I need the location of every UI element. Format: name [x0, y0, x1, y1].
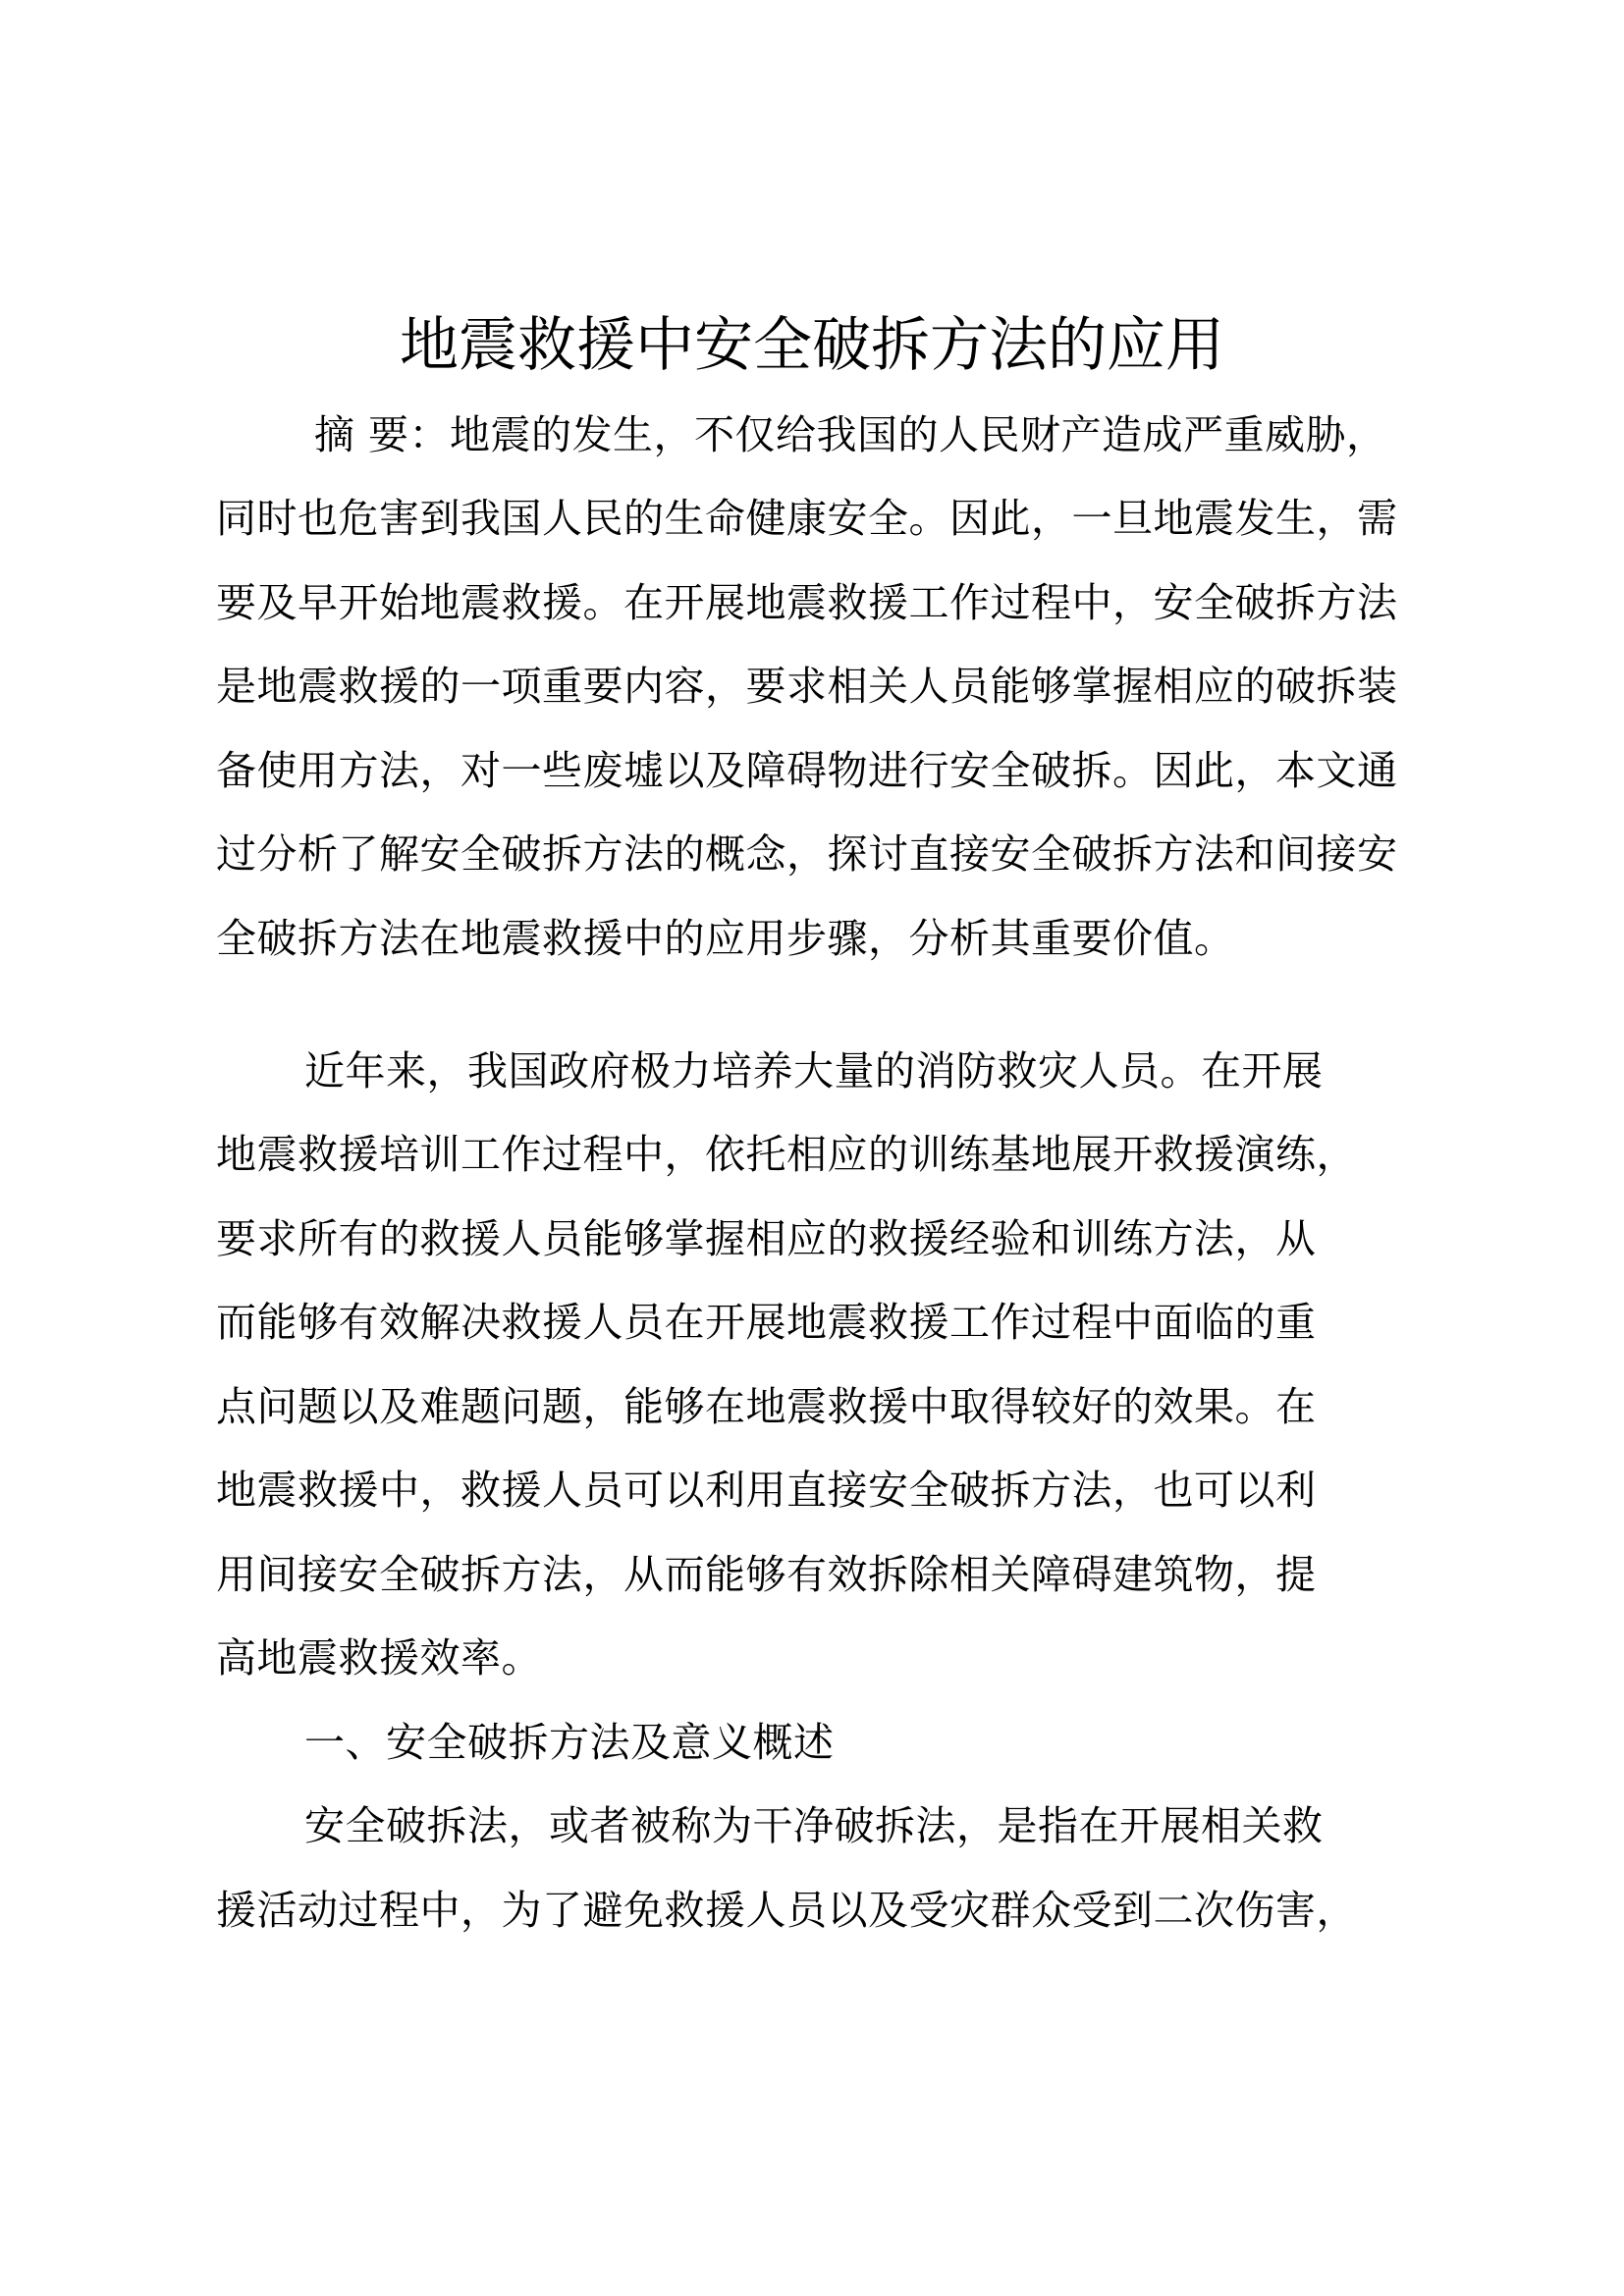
abstract-line-7: 全破拆方法在地震救援中的应用步骤，分析其重要价值。 — [216, 915, 1235, 962]
section-1-line-2: 援活动过程中，为了避免救援人员以及受灾群众受到二次伤害， — [216, 1887, 1357, 1934]
abstract-line-1: 摘 要：地震的发生，不仅给我国的人民财产造成严重威胁， — [314, 411, 1387, 458]
abstract-line-4: 是地震救援的一项重要内容，要求相关人员能够掌握相应的破拆装 — [216, 663, 1398, 710]
intro-line-5: 点问题以及难题问题，能够在地震救援中取得较好的效果。在 — [216, 1383, 1317, 1430]
abstract-line-5: 备使用方法，对一些废墟以及障碍物进行安全破拆。因此，本文通 — [216, 747, 1398, 794]
intro-line-1: 近年来，我国政府极力培养大量的消防救灾人员。在开展 — [304, 1047, 1324, 1095]
intro-line-6: 地震救援中，救援人员可以利用直接安全破拆方法，也可以利 — [216, 1467, 1317, 1514]
document-title: 地震救援中安全破拆方法的应用 — [400, 311, 1224, 380]
section-1-heading: 一、安全破拆方法及意义概述 — [304, 1719, 835, 1766]
abstract-line-2: 同时也危害到我国人民的生命健康安全。因此，一旦地震发生，需 — [216, 495, 1398, 542]
intro-line-2: 地震救援培训工作过程中，依托相应的训练基地展开救援演练， — [216, 1131, 1357, 1178]
abstract-line-6: 过分析了解安全破拆方法的概念，探讨直接安全破拆方法和间接安 — [216, 830, 1398, 878]
section-1-line-1: 安全破拆法，或者被称为干净破拆法，是指在开展相关救 — [304, 1802, 1324, 1849]
abstract-line-3: 要及早开始地震救援。在开展地震救援工作过程中，安全破拆方法 — [216, 579, 1398, 626]
intro-line-3: 要求所有的救援人员能够掌握相应的救援经验和训练方法，从 — [216, 1215, 1317, 1262]
intro-line-8: 高地震救援效率。 — [216, 1634, 542, 1682]
intro-line-4: 而能够有效解决救援人员在开展地震救援工作过程中面临的重 — [216, 1299, 1317, 1346]
intro-line-7: 用间接安全破拆方法，从而能够有效拆除相关障碍建筑物，提 — [216, 1551, 1317, 1598]
